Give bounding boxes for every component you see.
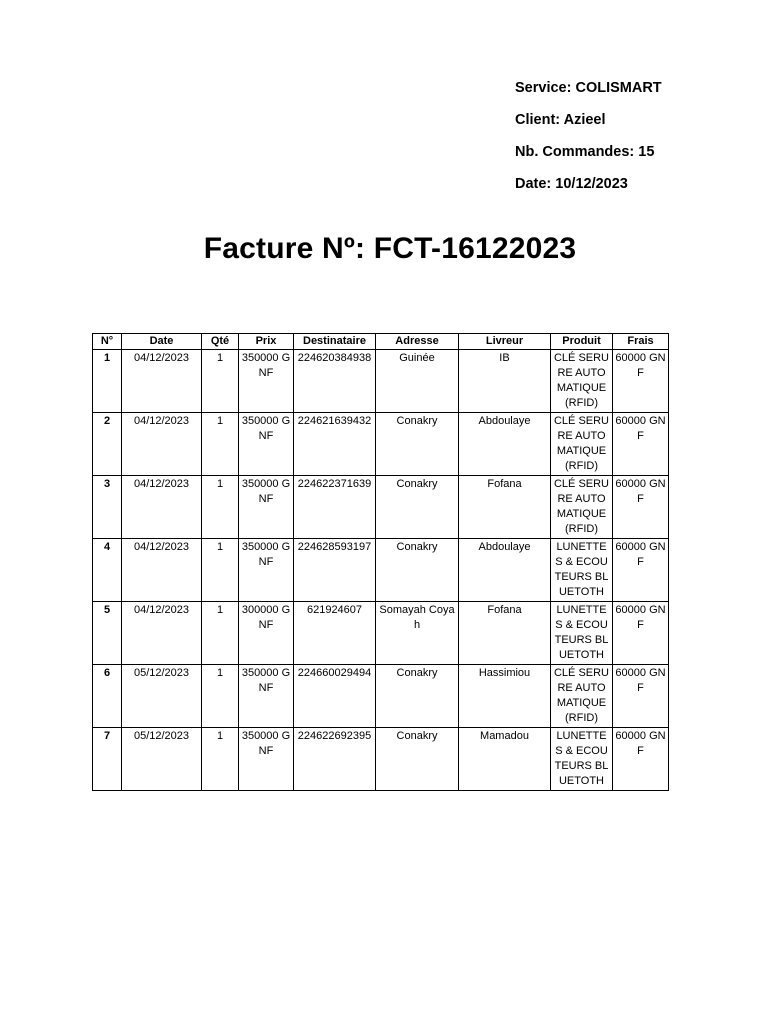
date-value: 10/12/2023 (555, 176, 628, 192)
cell-fees: 60000 GNF (613, 413, 669, 476)
cell-qty: 1 (202, 602, 239, 665)
cell-qty: 1 (202, 413, 239, 476)
cell-address: Conakry (376, 539, 459, 602)
col-header-price: Prix (239, 334, 294, 350)
table-row (93, 350, 669, 413)
cell-courier: Abdoulaye (459, 539, 551, 602)
cell-product: CLÉ SERURE AUTOMATIQUE (RFID) (551, 476, 613, 539)
cell-address: Conakry (376, 665, 459, 728)
cell-date: 05/12/2023 (122, 728, 202, 791)
cell-date: 05/12/2023 (122, 665, 202, 728)
cell-fees: 60000 GNF (613, 728, 669, 791)
cell-fees: 60000 GNF (613, 476, 669, 539)
col-header-qty: Qté (202, 334, 239, 350)
cell-address: Conakry (376, 728, 459, 791)
cell-recipient: 224620384938 (294, 350, 376, 413)
cell-address: Conakry (376, 413, 459, 476)
col-header-fees: Frais (613, 334, 669, 350)
cell-date: 04/12/2023 (122, 602, 202, 665)
cell-fees: 60000 GNF (613, 665, 669, 728)
client-label: Client: (515, 112, 561, 128)
cell-number: 7 (93, 728, 122, 791)
cell-product: LUNETTES & ECOUTEURS BLUETOTH (551, 728, 613, 791)
date-line (515, 174, 662, 206)
cell-recipient: 224628593197 (294, 539, 376, 602)
cell-fees: 60000 GNF (613, 539, 669, 602)
cell-courier: Mamadou (459, 728, 551, 791)
table-row (93, 539, 669, 602)
cell-qty: 1 (202, 665, 239, 728)
invoice-meta (515, 78, 662, 206)
cell-recipient: 224660029494 (294, 665, 376, 728)
client-line (515, 110, 662, 142)
col-header-number: N° (93, 334, 122, 350)
cell-product: CLÉ SERURE AUTOMATIQUE (RFID) (551, 665, 613, 728)
col-header-courier: Livreur (459, 334, 551, 350)
cell-address: Guinée (376, 350, 459, 413)
cell-product: LUNETTES & ECOUTEURS BLUETOTH (551, 539, 613, 602)
cell-recipient: 224621639432 (294, 413, 376, 476)
cell-recipient: 224622692395 (294, 728, 376, 791)
orders-value: 15 (638, 144, 655, 160)
cell-product: CLÉ SERURE AUTOMATIQUE (RFID) (551, 350, 613, 413)
orders-label: Nb. Commandes: (515, 144, 635, 160)
table-row (93, 602, 669, 665)
col-header-product: Produit (551, 334, 613, 350)
cell-date: 04/12/2023 (122, 413, 202, 476)
table-row (93, 728, 669, 791)
col-header-date: Date (122, 334, 202, 350)
cell-courier: Hassimiou (459, 665, 551, 728)
cell-price: 300000 GNF (239, 602, 294, 665)
table-row (93, 413, 669, 476)
service-label: Service: (515, 80, 572, 96)
cell-number: 2 (93, 413, 122, 476)
table-row (93, 665, 669, 728)
cell-number: 6 (93, 665, 122, 728)
cell-courier: IB (459, 350, 551, 413)
cell-qty: 1 (202, 728, 239, 791)
cell-fees: 60000 GNF (613, 350, 669, 413)
invoice-table (92, 333, 669, 791)
cell-number: 5 (93, 602, 122, 665)
cell-number: 4 (93, 539, 122, 602)
cell-recipient: 224622371639 (294, 476, 376, 539)
cell-address: Somayah Coyah (376, 602, 459, 665)
cell-price: 350000 GNF (239, 350, 294, 413)
cell-qty: 1 (202, 350, 239, 413)
cell-number: 3 (93, 476, 122, 539)
table-row (93, 476, 669, 539)
service-value: COLISMART (575, 80, 662, 96)
cell-number: 1 (93, 350, 122, 413)
client-value: Azieel (563, 112, 606, 128)
cell-date: 04/12/2023 (122, 539, 202, 602)
cell-product: CLÉ SERURE AUTOMATIQUE (RFID) (551, 413, 613, 476)
cell-price: 350000 GNF (239, 728, 294, 791)
cell-date: 04/12/2023 (122, 476, 202, 539)
cell-date: 04/12/2023 (122, 350, 202, 413)
cell-courier: Abdoulaye (459, 413, 551, 476)
cell-product: LUNETTES & ECOUTEURS BLUETOTH (551, 602, 613, 665)
col-header-address: Adresse (376, 334, 459, 350)
cell-price: 350000 GNF (239, 539, 294, 602)
cell-recipient: 621924607 (294, 602, 376, 665)
date-label: Date: (515, 176, 552, 192)
cell-qty: 1 (202, 539, 239, 602)
col-header-recipient: Destinataire (294, 334, 376, 350)
service-line (515, 78, 662, 110)
table-header-row (93, 334, 669, 350)
cell-courier: Fofana (459, 476, 551, 539)
cell-price: 350000 GNF (239, 413, 294, 476)
invoice-title: Facture Nº: FCT-16122023 (203, 232, 577, 265)
cell-price: 350000 GNF (239, 476, 294, 539)
cell-fees: 60000 GNF (613, 602, 669, 665)
cell-courier: Fofana (459, 602, 551, 665)
cell-price: 350000 GNF (239, 665, 294, 728)
orders-line (515, 142, 662, 174)
cell-address: Conakry (376, 476, 459, 539)
cell-qty: 1 (202, 476, 239, 539)
